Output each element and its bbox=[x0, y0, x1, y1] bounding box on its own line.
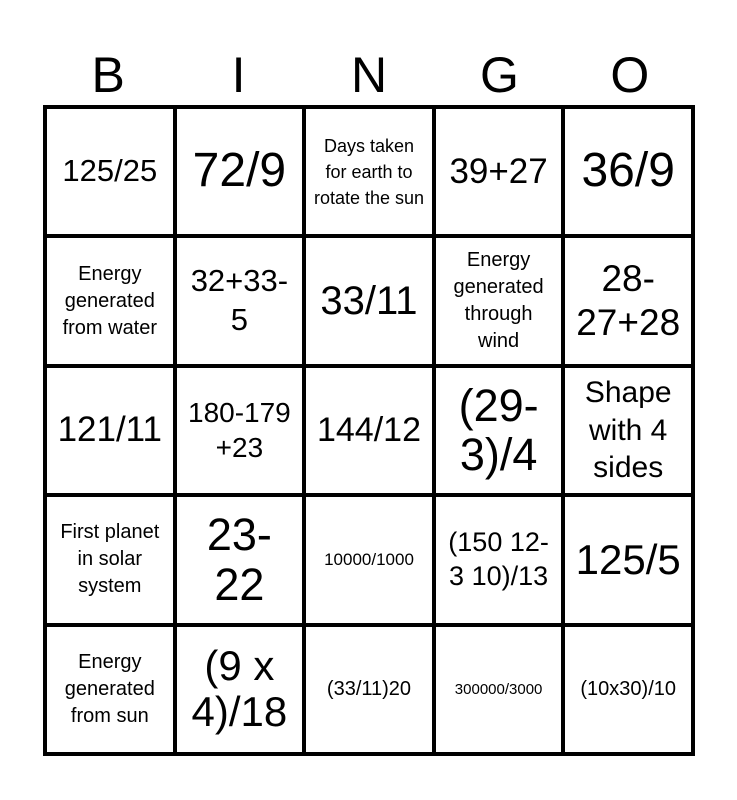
header-letter-g: G bbox=[479, 47, 519, 103]
bingo-cell-r3-c2[interactable]: 180-179 +23 bbox=[175, 366, 305, 495]
header-letter-o: O bbox=[610, 47, 650, 103]
bingo-cell-r5-c3[interactable]: (33/11)20 bbox=[304, 625, 434, 754]
bingo-cell-r5-c2[interactable]: (9 x 4)/18 bbox=[175, 625, 305, 754]
bingo-cell-r1-c5[interactable]: 36/9 bbox=[563, 107, 693, 236]
bingo-cell-r1-c2[interactable]: 72/9 bbox=[175, 107, 305, 236]
bingo-cell-r2-c2[interactable]: 32+33-5 bbox=[175, 236, 305, 365]
header-letter-n: N bbox=[350, 47, 388, 103]
bingo-cell-r1-c3[interactable]: Days taken for earth to rotate the sun bbox=[304, 107, 434, 236]
header-letter-i: I bbox=[231, 47, 246, 103]
bingo-cell-r5-c5[interactable]: (10x30)/10 bbox=[563, 625, 693, 754]
bingo-cell-r3-c3[interactable]: 144/12 bbox=[304, 366, 434, 495]
bingo-cell-r3-c5[interactable]: Shape with 4 sides bbox=[563, 366, 693, 495]
bingo-grid bbox=[43, 105, 695, 756]
bingo-cell-r4-c3[interactable]: 10000/1000 bbox=[304, 495, 434, 624]
bingo-cell-r4-c1[interactable]: First planet in solar system bbox=[45, 495, 175, 624]
bingo-cell-r2-c1[interactable]: Energy generated from water bbox=[45, 236, 175, 365]
bingo-header bbox=[43, 45, 695, 105]
bingo-cell-r2-c3[interactable]: 33/11 bbox=[304, 236, 434, 365]
bingo-cell-r1-c1[interactable]: 125/25 bbox=[45, 107, 175, 236]
bingo-cell-r1-c4[interactable]: 39+27 bbox=[434, 107, 564, 236]
header-letter-b: B bbox=[91, 47, 125, 103]
bingo-cell-r5-c4[interactable]: 300000/3000 bbox=[434, 625, 564, 754]
bingo-cell-r4-c2[interactable]: 23-22 bbox=[175, 495, 305, 624]
bingo-cell-r3-c4[interactable]: (29-3)/4 bbox=[434, 366, 564, 495]
bingo-cell-r4-c4[interactable]: (150 12-3 10)/13 bbox=[434, 495, 564, 624]
bingo-cell-r5-c1[interactable]: Energy generated from sun bbox=[45, 625, 175, 754]
bingo-cell-r3-c1[interactable]: 121/11 bbox=[45, 366, 175, 495]
bingo-cell-r2-c5[interactable]: 28-27+28 bbox=[563, 236, 693, 365]
bingo-cell-r4-c5[interactable]: 125/5 bbox=[563, 495, 693, 624]
bingo-cell-r2-c4[interactable]: Energy generated through wind bbox=[434, 236, 564, 365]
